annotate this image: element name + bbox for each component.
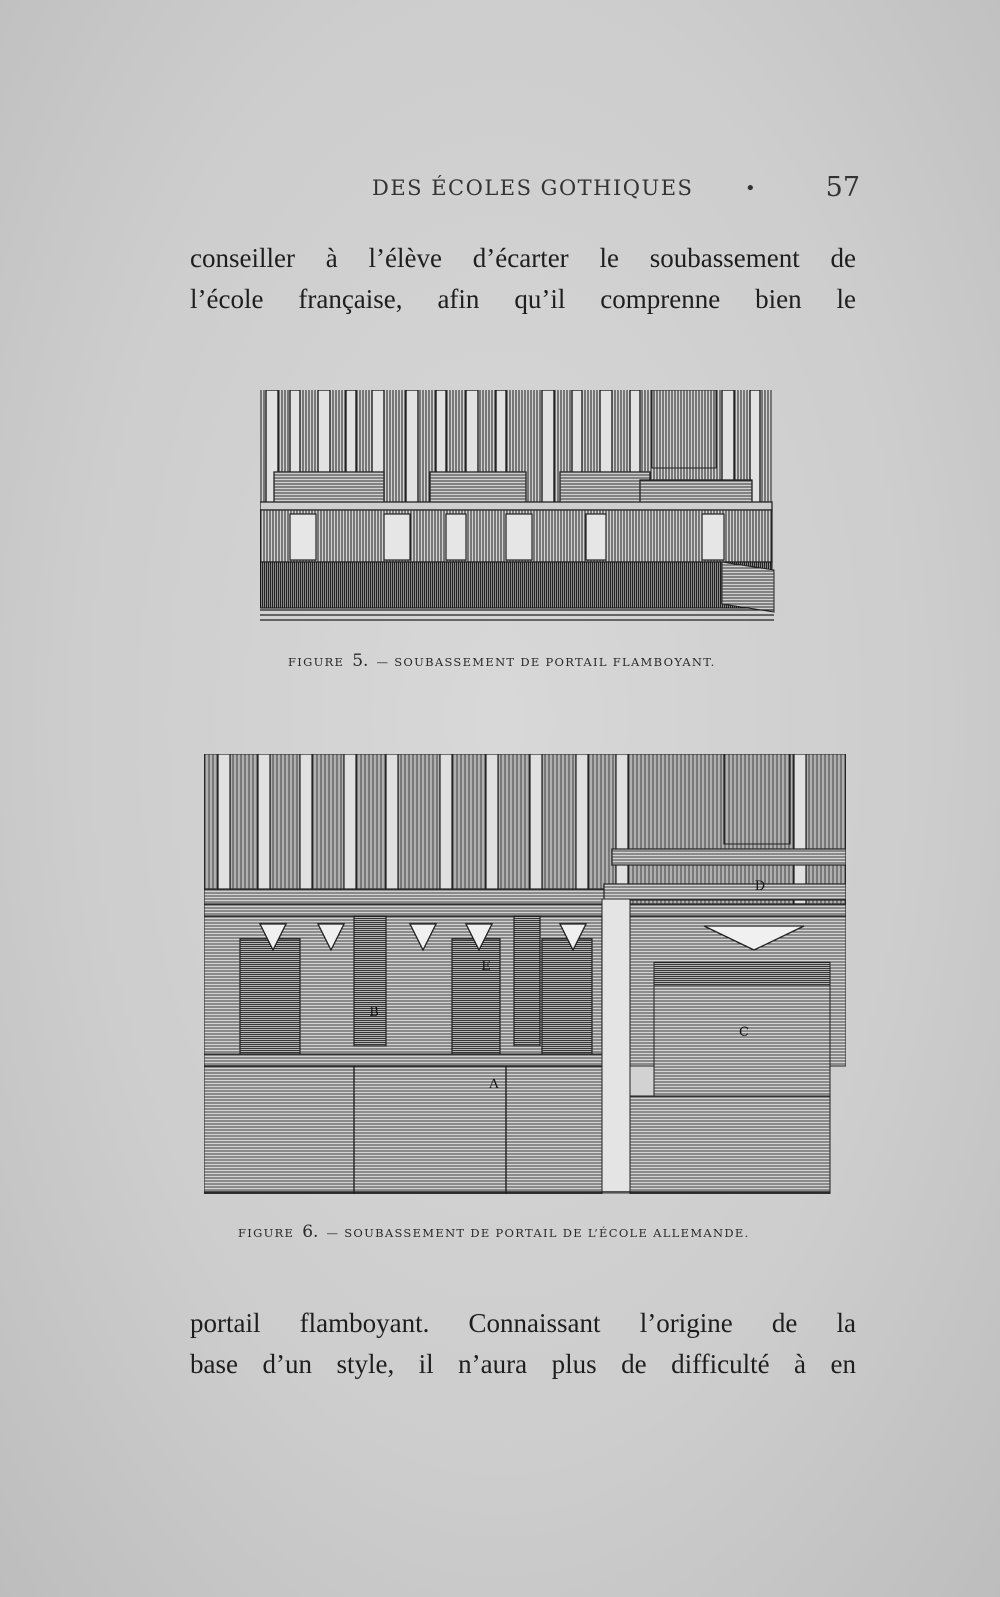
marker-b: B [369, 1005, 379, 1020]
page-number: 57 [825, 172, 860, 203]
marker-e: E [481, 959, 491, 974]
german-plinth-engraving [204, 754, 846, 1194]
text-line: portail flamboyant. Connaissant l’origine de la [190, 1308, 856, 1338]
text-line: l’école française, afin qu’il comprenne bien le [190, 284, 856, 314]
figure-5-caption [288, 651, 716, 671]
running-head [190, 172, 860, 212]
bullet-ornament: • [745, 178, 756, 199]
caption-text: — SOUBASSEMENT DE PORTAIL DE L’ÉCOLE ALLEMANDE. [326, 1226, 750, 1240]
marker-c: C [739, 1025, 749, 1040]
paragraph-top [190, 238, 856, 320]
text-line: base d’un style, il n’aura plus de difficulté à en [190, 1349, 856, 1379]
marker-a: A [489, 1077, 499, 1092]
figure-6-illustration [204, 754, 846, 1194]
figure-label: FIGURE [238, 1226, 295, 1240]
marker-d: D [754, 879, 766, 894]
figure-number: 6. [302, 1222, 319, 1242]
flamboyant-plinth-engraving [260, 390, 786, 622]
caption-text: — SOUBASSEMENT DE PORTAIL FLAMBOYANT. [376, 655, 716, 669]
paragraph-bottom [190, 1303, 856, 1385]
figure-6-caption [238, 1222, 750, 1242]
figure-5-illustration [260, 390, 786, 622]
figure-number: 5. [352, 651, 369, 671]
text-line: conseiller à l’élève d’écarter le soubassement de [190, 243, 856, 273]
figure-label: FIGURE [288, 655, 345, 669]
running-title: DES ÉCOLES GOTHIQUES [372, 176, 694, 200]
